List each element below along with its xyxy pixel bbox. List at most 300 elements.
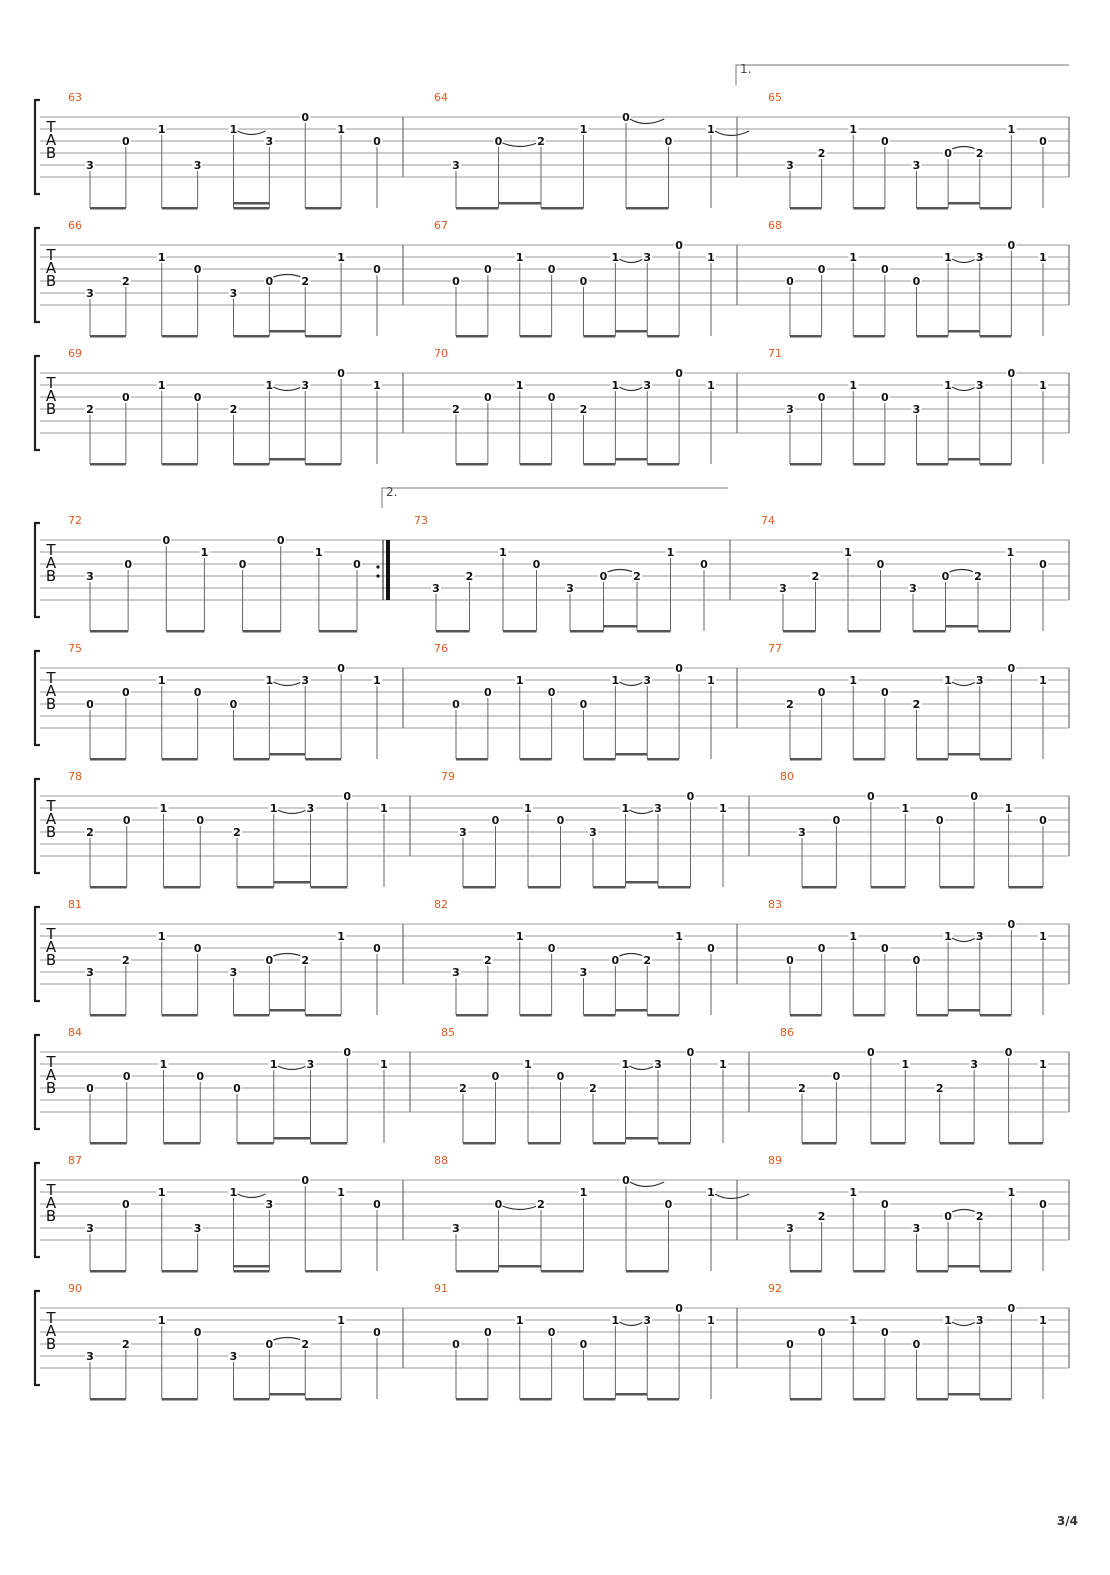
beam [790, 758, 822, 761]
repeat-dot [376, 565, 379, 568]
fret-number: 1 [515, 251, 524, 264]
beam [90, 207, 126, 210]
beam [853, 207, 885, 210]
tie-arc [952, 259, 976, 263]
fret-number: 1 [515, 379, 524, 392]
fret-number: 2 [452, 403, 460, 416]
beam [917, 758, 949, 761]
beam [647, 758, 679, 761]
beam [626, 207, 669, 210]
tie-arc [278, 1066, 307, 1070]
tie-arc [619, 259, 643, 263]
fret-number: 0 [786, 1338, 794, 1351]
fret-number: 3 [975, 674, 984, 687]
fret-number: 1 [524, 802, 532, 815]
slide-arc [619, 954, 643, 957]
beam [463, 886, 496, 889]
fret-number: 0 [700, 558, 708, 571]
fret-number: 1 [579, 1186, 588, 1199]
beam [234, 1270, 270, 1273]
fret-number: 2 [459, 1082, 467, 1095]
sixteenth-beam [499, 202, 542, 205]
tab-clef-letter: A [45, 387, 57, 405]
fret-number: 0 [122, 686, 130, 699]
sixteenth-beam [615, 458, 647, 461]
fret-number: 2 [537, 135, 545, 148]
fret-number: 3 [786, 1222, 794, 1235]
beam [90, 758, 126, 761]
fret-number: 0 [1007, 918, 1016, 931]
beam [164, 886, 201, 889]
sixteenth-beam [269, 753, 305, 756]
sixteenth-beam [274, 881, 311, 884]
beam [541, 1270, 584, 1273]
fret-number: 1 [1039, 251, 1047, 264]
beam [790, 335, 822, 338]
beam [980, 463, 1012, 466]
fret-number: 3 [452, 159, 460, 172]
fret-number: 0 [122, 1070, 131, 1083]
measure [434, 219, 716, 338]
beam [162, 1398, 198, 1401]
fret-number: 3 [975, 930, 984, 943]
fret-number: 0 [912, 1338, 921, 1351]
fret-number: 1 [159, 802, 168, 815]
fret-number: 1 [337, 1186, 345, 1199]
tab-clef-letter: B [45, 823, 57, 841]
fret-number: 1 [1039, 674, 1047, 687]
sixteenth-beam [948, 330, 980, 333]
measure [441, 770, 728, 889]
measure-number: 77 [768, 642, 782, 655]
beam [319, 630, 357, 633]
tab-clef-letter: T [46, 1309, 56, 1327]
beam [90, 1398, 126, 1401]
measure [68, 514, 362, 633]
fret-number: 1 [707, 379, 715, 392]
beam [520, 463, 552, 466]
tie-arc [952, 387, 976, 391]
fret-number: 0 [881, 1198, 889, 1211]
fret-number: 0 [941, 570, 950, 583]
fret-number: 0 [881, 942, 889, 955]
fret-number: 1 [1039, 379, 1047, 392]
beam [853, 1014, 885, 1017]
sixteenth-beam [946, 625, 979, 628]
measure [780, 1026, 1048, 1145]
fret-number: 0 [122, 135, 130, 148]
fret-number: 2 [484, 954, 492, 967]
tie-arc [630, 810, 655, 814]
fret-number: 3 [452, 966, 460, 979]
beam [584, 1014, 616, 1017]
tie-arc [273, 682, 301, 686]
beam [243, 630, 281, 633]
fret-number: 0 [484, 1326, 492, 1339]
fret-number: 1 [901, 802, 910, 815]
fret-number: 3 [459, 826, 467, 839]
tab-clef-letter: B [45, 567, 57, 585]
tab-clef-letter: A [45, 554, 57, 572]
fret-number: 2 [974, 570, 982, 583]
tab-clef-letter: B [45, 695, 57, 713]
sixteenth-beam [615, 1393, 647, 1396]
tie-arc [952, 682, 976, 686]
fret-number: 1 [157, 251, 166, 264]
fret-number: 3 [566, 582, 574, 595]
fret-number: 0 [786, 275, 794, 288]
fret-number: 1 [611, 251, 620, 264]
fret-number: 1 [849, 123, 858, 136]
sixteenth-beam [269, 458, 305, 461]
tie-arc [273, 387, 301, 391]
fret-number: 2 [975, 1210, 984, 1223]
beam [802, 886, 836, 889]
fret-number: 3 [643, 379, 652, 392]
beam [980, 1014, 1012, 1017]
fret-number: 1 [707, 1186, 715, 1199]
measure [441, 1026, 728, 1145]
fret-number: 1 [844, 546, 852, 559]
beam [166, 630, 204, 633]
tab-clef-letter: B [45, 144, 57, 162]
beam [917, 207, 949, 210]
beam [1009, 886, 1043, 889]
fret-number: 0 [1039, 1198, 1047, 1211]
beam [305, 335, 341, 338]
beam [584, 463, 616, 466]
beam [917, 335, 949, 338]
measure-number: 82 [434, 898, 448, 911]
beam [305, 1398, 341, 1401]
beam [783, 630, 816, 633]
fret-number: 1 [1007, 123, 1016, 136]
fret-number: 1 [944, 674, 952, 687]
beam [790, 1014, 822, 1017]
beam [305, 1014, 341, 1017]
tab-system [35, 347, 1069, 466]
fret-number: 0 [622, 1174, 630, 1187]
measure-number: 92 [768, 1282, 782, 1295]
fret-number: 0 [124, 558, 132, 571]
fret-number: 3 [779, 582, 787, 595]
fret-number: 1 [707, 123, 715, 136]
measure-number: 68 [768, 219, 782, 232]
fret-number: 1 [373, 379, 381, 392]
fret-number: 0 [664, 1198, 673, 1211]
measure-number: 64 [434, 91, 448, 104]
system-brace [35, 228, 40, 322]
tab-system [35, 642, 1069, 761]
fret-number: 3 [86, 1350, 94, 1363]
tab-clef-letter: A [45, 682, 57, 700]
fret-number: 1 [1007, 1186, 1016, 1199]
measure-number: 88 [434, 1154, 448, 1167]
tab-clef-letter: A [45, 1066, 57, 1084]
fret-number: 0 [881, 263, 889, 276]
measure [68, 1282, 382, 1401]
fret-number: 0 [881, 1326, 889, 1339]
beam [234, 335, 270, 338]
system-brace [35, 907, 40, 1001]
system-brace [35, 1163, 40, 1257]
beam [853, 758, 885, 761]
measure [434, 1282, 716, 1401]
volta-bracket [736, 65, 1069, 85]
fret-number: 0 [301, 111, 310, 124]
fret-number: 1 [1004, 802, 1013, 815]
fret-number: 1 [944, 930, 952, 943]
measure [434, 898, 716, 1017]
beam [1009, 1142, 1043, 1145]
fret-number: 0 [452, 275, 460, 288]
beam [528, 1142, 561, 1145]
fret-number: 3 [229, 1350, 238, 1363]
tie-arc [278, 810, 307, 814]
fret-number: 0 [1007, 239, 1016, 252]
fret-number: 3 [229, 966, 238, 979]
fret-number: 3 [301, 674, 310, 687]
fret-number: 0 [664, 135, 673, 148]
tab-clef-letter: T [46, 1053, 56, 1071]
fret-number: 3 [306, 802, 315, 815]
sixteenth-beam [499, 1265, 542, 1268]
tab-system [35, 898, 1069, 1017]
beam [90, 630, 128, 633]
beam [520, 1014, 552, 1017]
beam [237, 886, 274, 889]
fret-number: 1 [157, 1314, 166, 1327]
beam [917, 463, 949, 466]
beam [162, 207, 198, 210]
fret-number: 3 [265, 1198, 274, 1211]
beam [790, 463, 822, 466]
fret-number: 1 [265, 379, 274, 392]
beam [853, 463, 885, 466]
measure-number: 87 [68, 1154, 82, 1167]
beam [456, 1014, 488, 1017]
tie-arc [630, 119, 664, 124]
fret-number: 2 [817, 1210, 826, 1223]
measure [761, 514, 1048, 633]
measure-number: 73 [414, 514, 428, 527]
measure [780, 770, 1048, 889]
fret-number: 3 [643, 1314, 652, 1327]
tab-system [35, 1026, 1069, 1145]
fret-number: 0 [579, 1338, 588, 1351]
tab-clef-letter: A [45, 259, 57, 277]
beam [436, 630, 470, 633]
fret-number: 0 [686, 790, 695, 803]
fret-number: 3 [301, 379, 310, 392]
fret-number: 1 [337, 251, 345, 264]
fret-number: 1 [944, 1314, 952, 1327]
fret-number: 3 [193, 159, 202, 172]
fret-number: 2 [122, 1338, 130, 1351]
fret-number: 2 [86, 826, 94, 839]
fret-number: 1 [707, 1314, 715, 1327]
beam [456, 463, 488, 466]
fret-number: 1 [666, 546, 675, 559]
beam [305, 1270, 341, 1273]
beam [456, 1398, 488, 1401]
tie-arc [238, 1194, 266, 1198]
measure-number: 75 [68, 642, 82, 655]
beam [311, 1142, 348, 1145]
repeat-barline-thick [386, 540, 390, 600]
fret-number: 0 [547, 263, 556, 276]
fret-number: 2 [579, 403, 588, 416]
fret-number: 1 [229, 123, 238, 136]
fret-number: 0 [276, 534, 285, 547]
measure [768, 1154, 1048, 1273]
tie-arc [619, 387, 643, 391]
fret-number: 1 [621, 1058, 630, 1071]
fret-number: 0 [817, 942, 826, 955]
system-brace [35, 523, 40, 617]
fret-number: 0 [579, 698, 588, 711]
fret-number: 3 [86, 966, 94, 979]
beam [940, 1142, 974, 1145]
beam [162, 758, 198, 761]
measure-number: 74 [761, 514, 775, 527]
beam [790, 1270, 822, 1273]
measure-number: 81 [68, 898, 82, 911]
fret-number: 2 [122, 954, 130, 967]
measure-number: 83 [768, 898, 782, 911]
fret-number: 0 [353, 558, 361, 571]
beam [913, 630, 946, 633]
tab-clef-letter: T [46, 925, 56, 943]
measure-number: 63 [68, 91, 82, 104]
beam [647, 463, 679, 466]
beam [978, 630, 1011, 633]
fret-number: 1 [265, 674, 274, 687]
beam [456, 1270, 499, 1273]
measure-number: 85 [441, 1026, 455, 1039]
beam [980, 1270, 1012, 1273]
measure [382, 485, 728, 633]
fret-number: 1 [515, 1314, 524, 1327]
beam [871, 1142, 905, 1145]
measure-number: 90 [68, 1282, 82, 1295]
tab-clef-letter: T [46, 374, 56, 392]
sixteenth-beam [948, 458, 980, 461]
tab-clef-letter: A [45, 1194, 57, 1212]
beam [584, 1398, 616, 1401]
beam [528, 886, 561, 889]
fret-number: 1 [611, 1314, 620, 1327]
fret-number: 0 [193, 942, 202, 955]
tab-clef-letter: B [45, 1079, 57, 1097]
fret-number: 0 [832, 814, 841, 827]
tab-system [35, 1282, 1069, 1401]
fret-number: 3 [912, 1222, 921, 1235]
fret-number: 3 [654, 1058, 662, 1071]
measure [736, 62, 1069, 210]
beam [790, 207, 822, 210]
fret-number: 1 [849, 930, 858, 943]
beam [456, 758, 488, 761]
tie-arc [630, 1182, 664, 1187]
measure-number: 70 [434, 347, 448, 360]
fret-number: 0 [547, 686, 556, 699]
slide-arc [273, 275, 301, 278]
beam [503, 630, 537, 633]
fret-number: 0 [786, 954, 794, 967]
tab-clef-letter: A [45, 810, 57, 828]
beam [90, 335, 126, 338]
fret-number: 3 [265, 135, 274, 148]
fret-number: 0 [265, 954, 274, 967]
beam [234, 758, 270, 761]
fret-number: 0 [817, 263, 826, 276]
fret-number: 0 [547, 391, 556, 404]
system-brace [35, 779, 40, 873]
sixteenth-beam [948, 753, 980, 756]
fret-number: 1 [499, 546, 507, 559]
sixteenth-beam [626, 881, 659, 884]
slide-arc [608, 570, 634, 573]
measure-number: 84 [68, 1026, 82, 1039]
fret-number: 3 [975, 379, 984, 392]
beam [234, 207, 270, 210]
fret-number: 1 [849, 674, 858, 687]
fret-number: 1 [229, 1186, 238, 1199]
fret-number: 0 [233, 1082, 241, 1095]
fret-number: 0 [579, 275, 588, 288]
fret-number: 3 [643, 674, 652, 687]
beam [853, 1270, 885, 1273]
beam [917, 1014, 949, 1017]
tab-clef-letter: B [45, 272, 57, 290]
fret-number: 1 [157, 379, 166, 392]
sixteenth-beam [615, 330, 647, 333]
fret-number: 0 [556, 814, 565, 827]
fret-number: 1 [269, 802, 278, 815]
fret-number: 3 [86, 570, 94, 583]
fret-number: 1 [1006, 546, 1015, 559]
measure [434, 91, 749, 210]
fret-number: 0 [622, 111, 630, 124]
fret-number: 0 [373, 135, 381, 148]
beam [917, 1398, 949, 1401]
beam [802, 1142, 836, 1145]
fret-number: 3 [193, 1222, 202, 1235]
measure [768, 1282, 1048, 1401]
fret-number: 2 [633, 570, 641, 583]
measure [768, 642, 1048, 761]
tab-system [35, 485, 1069, 633]
beam [234, 1014, 270, 1017]
fret-number: 0 [373, 1326, 381, 1339]
measure-number: 91 [434, 1282, 448, 1295]
fret-number: 0 [86, 698, 94, 711]
fret-number: 0 [1039, 814, 1047, 827]
sixteenth-beam [234, 202, 270, 205]
tab-clef-letter: T [46, 669, 56, 687]
tie-arc [619, 1322, 643, 1326]
beam [162, 463, 198, 466]
measure-number: 79 [441, 770, 455, 783]
sixteenth-beam [269, 330, 305, 333]
fret-number: 0 [1007, 662, 1016, 675]
fret-number: 1 [337, 123, 345, 136]
fret-number: 0 [611, 954, 620, 967]
fret-number: 3 [798, 826, 806, 839]
beam [90, 463, 126, 466]
sixteenth-beam [948, 1265, 980, 1268]
